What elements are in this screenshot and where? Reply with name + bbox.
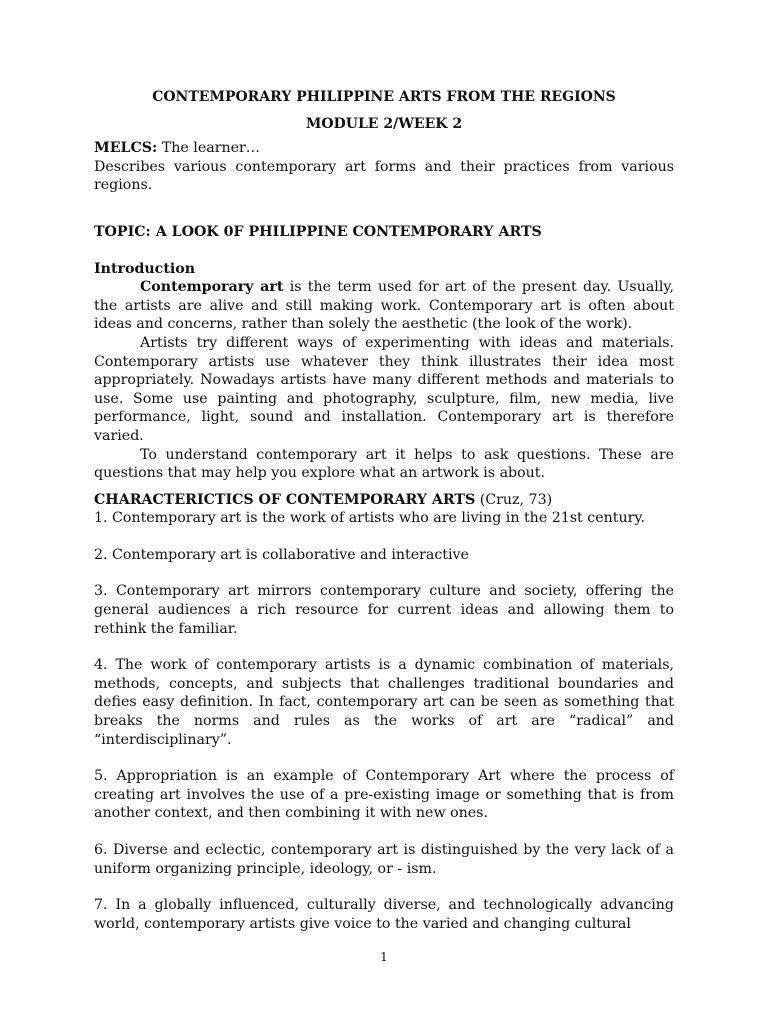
topic-heading [94, 223, 674, 242]
topic-text: TOPIC: A LOOK 0F PHILIPPINE CONTEMPORARY ARTS [94, 223, 542, 240]
intro-bold-term: Contemporary art [140, 279, 284, 296]
characteristic-item: 1. Contemporary art is the work of artists who are living in the 21st century. [94, 510, 646, 527]
page-number: 1 [380, 950, 388, 964]
characteristics-citation: (Cruz, 73) [475, 491, 553, 508]
melcs-line [94, 139, 674, 158]
characteristic-item: 2. Contemporary art is collaborative and interactive [94, 546, 469, 563]
document-page [94, 88, 674, 933]
introduction-heading [94, 260, 674, 279]
intro-paragraph-3: To understand contemporary art it helps to ask questions. These are questions that may help you explore what an artwork is about. [94, 446, 674, 482]
document-title: CONTEMPORARY PHILIPPINE ARTS FROM THE REGIONS [152, 89, 616, 105]
characteristic-item: 3. Contemporary art mirrors contemporary culture and society, offering the general audiences a rich resource for current ideas and allowing them to rethink the familiar. [94, 583, 674, 637]
melcs-description: Describes various contemporary art forms and their practices from various regions. [94, 158, 674, 194]
introduction-text: Introduction [94, 260, 196, 277]
intro-paragraph-1 [94, 278, 674, 334]
module-label: MODULE 2/WEEK 2 [305, 115, 463, 132]
intro-p1-text: is the term used for art of the present day. Usually, the artists are alive and still making work. Contemporary art is often about ideas and concerns, rather than solely the aesthetic (the look of the work). [94, 279, 675, 333]
intro-paragraph-2: Artists try different ways of experimenting with ideas and materials. Contemporary artists use whatever they think illustrates their idea most appropriately. Nowadays artists have many different methods and materials to use. Some use painting and photography, sculpture, film, new media, live performance, light, sound and installation. Contemporary art is therefore varied. [94, 334, 674, 444]
characteristic-item: 6. Diverse and eclectic, contemporary art is distinguished by the very lack of a uniform organizing principle, ideology, or - ism. [94, 842, 674, 877]
characteristics-title: CHARACTERICTICS OF CONTEMPORARY ARTS [94, 491, 476, 508]
characteristics-heading [94, 491, 674, 510]
characteristic-item: 5. Appropriation is an example of Contemporary Art where the process of creating art involves the use of a pre-existing image or something that is from another context, and then combining it with new ones. [94, 768, 674, 822]
melcs-label: MELCS: [94, 140, 158, 157]
characteristic-item: 4. The work of contemporary artists is a dynamic combination of materials, methods, concepts, and subjects that challenges traditional boundaries and defies easy definition. In fact, contemporary art can be seen as something that breaks the norms and rules as the works of art are “radical” and “interdisciplinary”. [94, 657, 674, 748]
characteristic-item: 7. In a globally influenced, culturally diverse, and technologically advancing world, contemporary artists give voice to the varied and changing cultural [94, 897, 674, 932]
melcs-text: The learner… [157, 140, 260, 157]
